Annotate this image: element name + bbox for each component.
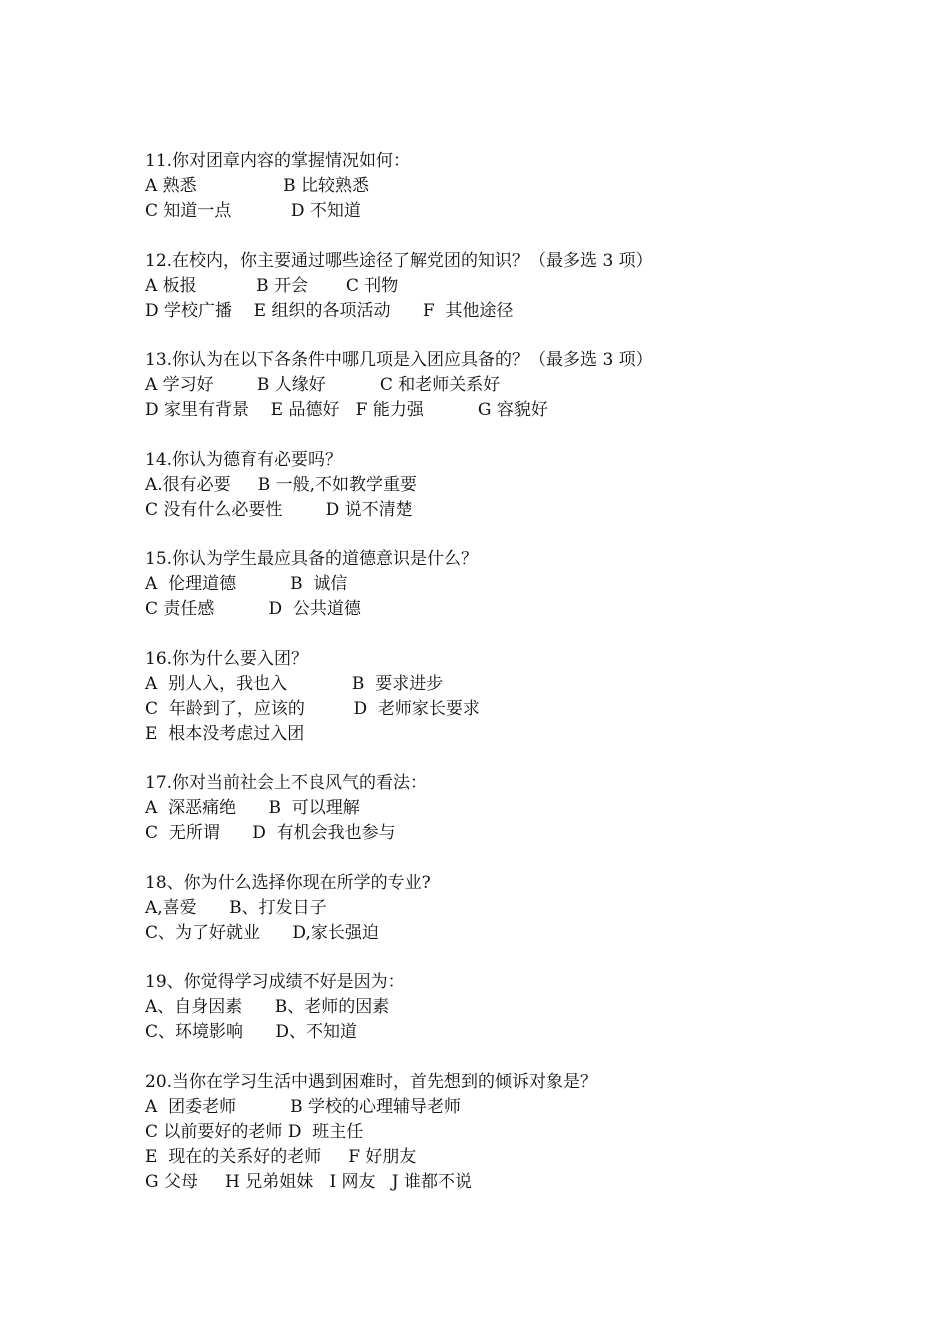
question-13-title: 13.你认为在以下各条件中哪几项是入团应具备的？（最多选 3 项）	[145, 350, 653, 370]
question-20-options-row: E 现在的关系好的老师 F 好朋友	[145, 1147, 417, 1167]
question-20-options-row: A 团委老师 B 学校的心理辅导老师	[145, 1097, 462, 1117]
question-20-title: 20.当你在学习生活中遇到困难时，首先想到的倾诉对象是？	[145, 1072, 598, 1092]
question-19-options-row: C、环境影响 D、不知道	[145, 1022, 358, 1042]
question-14-options-row: A.很有必要 B 一般,不如教学重要	[145, 475, 417, 495]
question-18-options-row: C、为了好就业 D,家长强迫	[145, 923, 379, 943]
question-15-options-row: C 责任感 D 公共道德	[145, 599, 361, 619]
question-12-options-row: A 板报 B 开会 C 刊物	[145, 276, 399, 296]
question-14-options-row: C 没有什么必要性 D 说不清楚	[145, 500, 413, 520]
question-17-title: 17.你对当前社会上不良风气的看法：	[145, 773, 428, 793]
question-16-options-row: C 年龄到了，应该的 D 老师家长要求	[145, 699, 480, 719]
question-16-options-row: E 根本没考虑过入团	[145, 724, 305, 744]
question-12-options-row: D 学校广播 E 组织的各项活动 F 其他途径	[145, 301, 514, 321]
question-11-title: 11.你对团章内容的掌握情况如何：	[145, 151, 411, 171]
question-16-options-row: A 别人入，我也入 B 要求进步	[145, 674, 444, 694]
question-16-title: 16.你为什么要入团？	[145, 649, 309, 669]
question-20-options-row: G 父母 H 兄弟姐妹 I 网友 J 谁都不说	[145, 1172, 472, 1192]
question-19-title: 19、你觉得学习成绩不好是因为：	[145, 972, 405, 992]
question-19-options-row: A、自身因素 B、老师的因素	[145, 997, 390, 1017]
question-17-options-row: C 无所谓 D 有机会我也参与	[145, 823, 396, 843]
question-18-options-row: A,喜爱 B、打发日子	[145, 898, 327, 918]
question-11-options-row: A 熟悉 B 比较熟悉	[145, 176, 370, 196]
question-15-title: 15.你认为学生最应具备的道德意识是什么？	[145, 549, 479, 569]
question-18-title: 18、你为什么选择你现在所学的专业?	[145, 873, 431, 893]
question-13-options-row: A 学习好 B 人缘好 C 和老师关系好	[145, 375, 501, 395]
question-20-options-row: C 以前要好的老师 D 班主任	[145, 1122, 364, 1142]
question-14-title: 14.你认为德育有必要吗？	[145, 450, 343, 470]
question-17-options-row: A 深恶痛绝 B 可以理解	[145, 798, 360, 818]
question-13-options-row: D 家里有背景 E 品德好 F 能力强 G 容貌好	[145, 400, 548, 420]
question-12-title: 12.在校内，你主要通过哪些途径了解党团的知识？（最多选 3 项）	[145, 251, 653, 271]
question-11-options-row: C 知道一点 D 不知道	[145, 201, 361, 221]
question-15-options-row: A 伦理道德 B 诚信	[145, 574, 348, 594]
